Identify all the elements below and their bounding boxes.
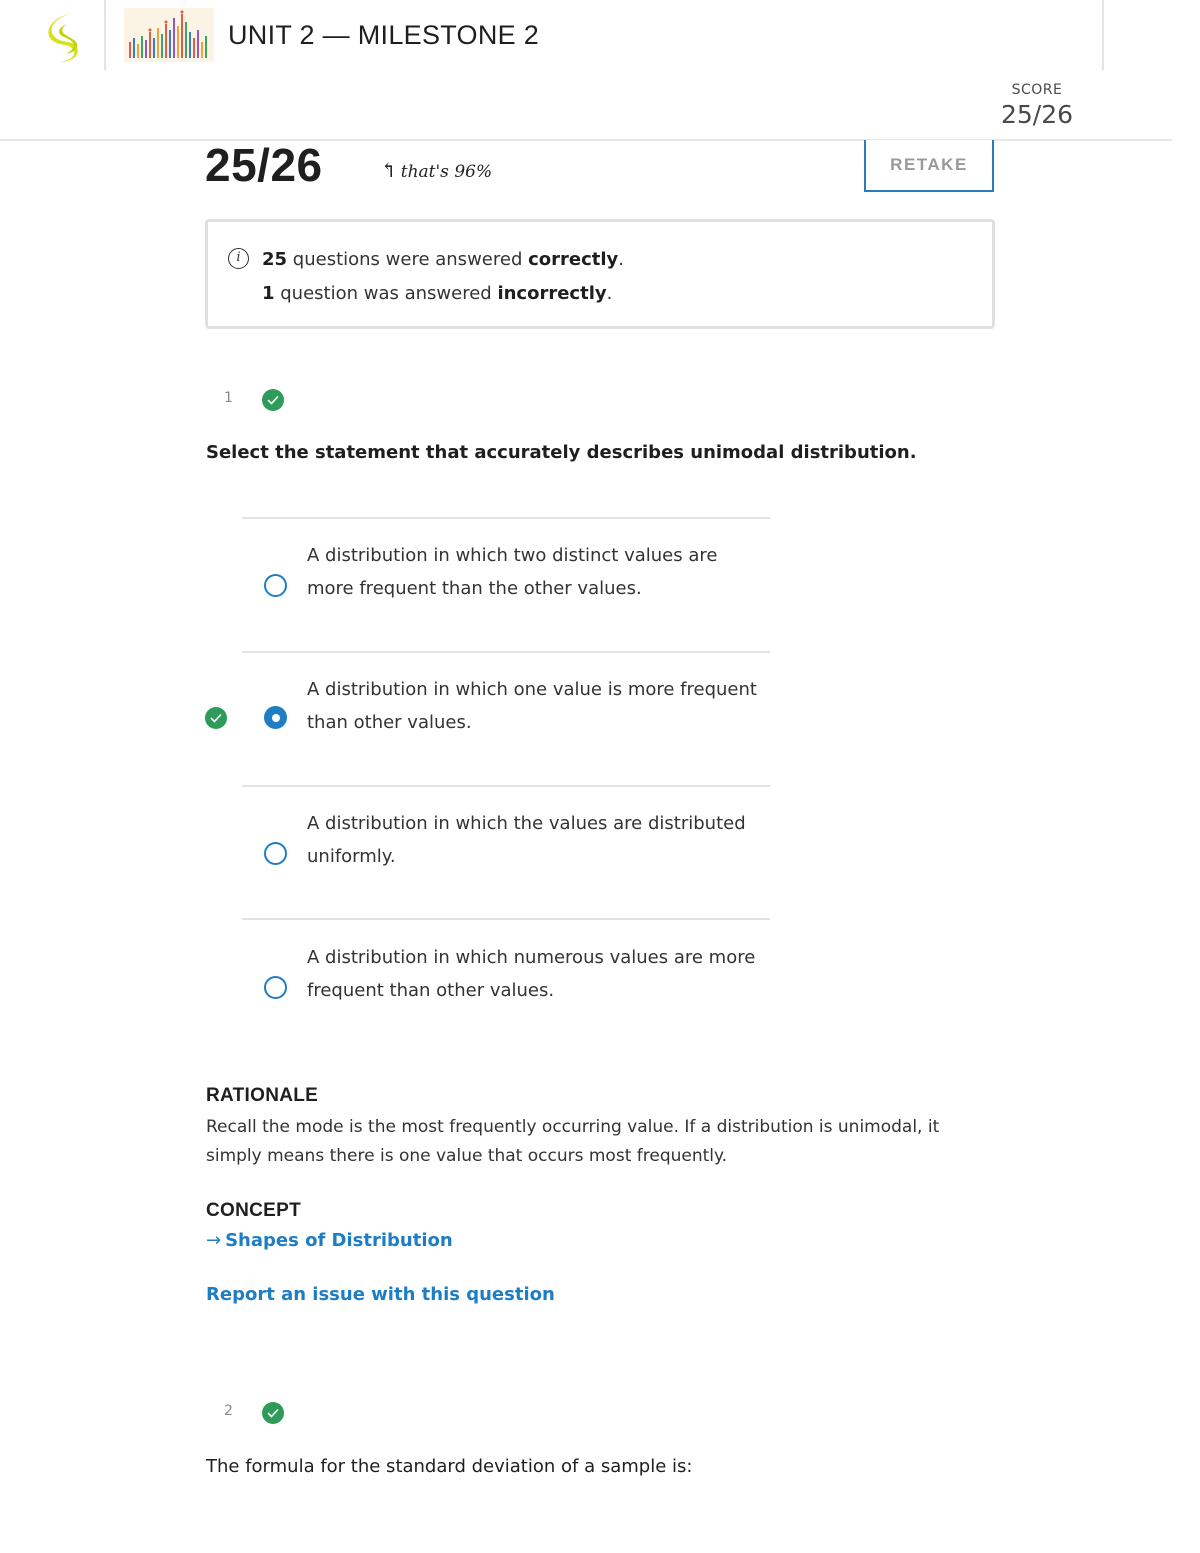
correct-check-icon — [262, 1402, 284, 1424]
option-text: A distribution in which numerous values are more frequent than other values. — [307, 947, 756, 1001]
summary-text: question was answered — [274, 283, 498, 304]
option-divider — [242, 785, 770, 787]
score-value: 25/26 — [1000, 100, 1074, 129]
question-prompt: Select the statement that accurately describes unimodal distribution. — [206, 442, 917, 463]
option-radio[interactable] — [264, 574, 287, 597]
top-bar — [0, 0, 1200, 140]
rationale-text: Recall the mode is the most frequently occurring value. If a distribution is unimodal, it simply means there is one value that occurs most frequently. — [206, 1117, 940, 1166]
curved-arrow-icon: ↰ — [380, 158, 397, 182]
score-label: SCORE — [1011, 82, 1063, 98]
option-text: A distribution in which two distinct values are more frequent than the other values. — [307, 545, 718, 599]
incorrect-count: 1 — [262, 283, 275, 304]
result-score: 25/26 — [205, 139, 323, 191]
summary-incorrect-line — [262, 283, 612, 304]
option-divider — [242, 651, 770, 653]
bar-chart-thumbnail-icon — [124, 8, 214, 62]
sophia-logo-icon[interactable] — [40, 10, 90, 66]
correct-check-icon — [262, 389, 284, 411]
report-issue-link[interactable]: Report an issue with this question — [206, 1284, 555, 1305]
option-radio[interactable] — [264, 842, 287, 865]
option-radio-selected[interactable] — [264, 706, 287, 729]
option-text: A distribution in which the values are distributed uniformly. — [307, 813, 746, 867]
question-prompt: The formula for the standard deviation of a sample is: — [206, 1456, 693, 1477]
question-number: 2 — [224, 1403, 233, 1419]
correct-count: 25 — [262, 249, 288, 270]
correct-answer-check-icon — [205, 707, 227, 729]
retake-button[interactable]: RETAKE — [864, 140, 994, 192]
header-divider-right — [1102, 0, 1104, 70]
summary-text: . — [606, 283, 613, 304]
question-number: 1 — [224, 390, 233, 406]
option-text: A distribution in which one value is more frequent than other values. — [307, 679, 757, 733]
concept-link[interactable] — [206, 1230, 453, 1251]
header-divider-left — [104, 0, 106, 70]
info-icon: i — [228, 248, 249, 269]
concept-heading: CONCEPT — [206, 1200, 301, 1221]
header-bottom-rule — [0, 139, 1172, 141]
option-divider — [242, 918, 770, 920]
page-title: UNIT 2 — MILESTONE 2 — [228, 20, 540, 50]
concept-link-label: Shapes of Distribution — [225, 1230, 453, 1251]
rationale-heading: RATIONALE — [206, 1085, 319, 1106]
percent-note-text: that's 96% — [400, 162, 493, 182]
percent-note — [380, 158, 492, 182]
arrow-right-icon: → — [206, 1230, 222, 1251]
summary-correct-line — [262, 249, 624, 270]
summary-text: . — [618, 249, 625, 270]
option-divider — [242, 517, 770, 519]
incorrect-word: incorrectly — [497, 283, 607, 304]
option-radio[interactable] — [264, 976, 287, 999]
correct-word: correctly — [528, 249, 619, 270]
summary-text: questions were answered — [287, 249, 529, 270]
summary-box — [205, 219, 995, 329]
